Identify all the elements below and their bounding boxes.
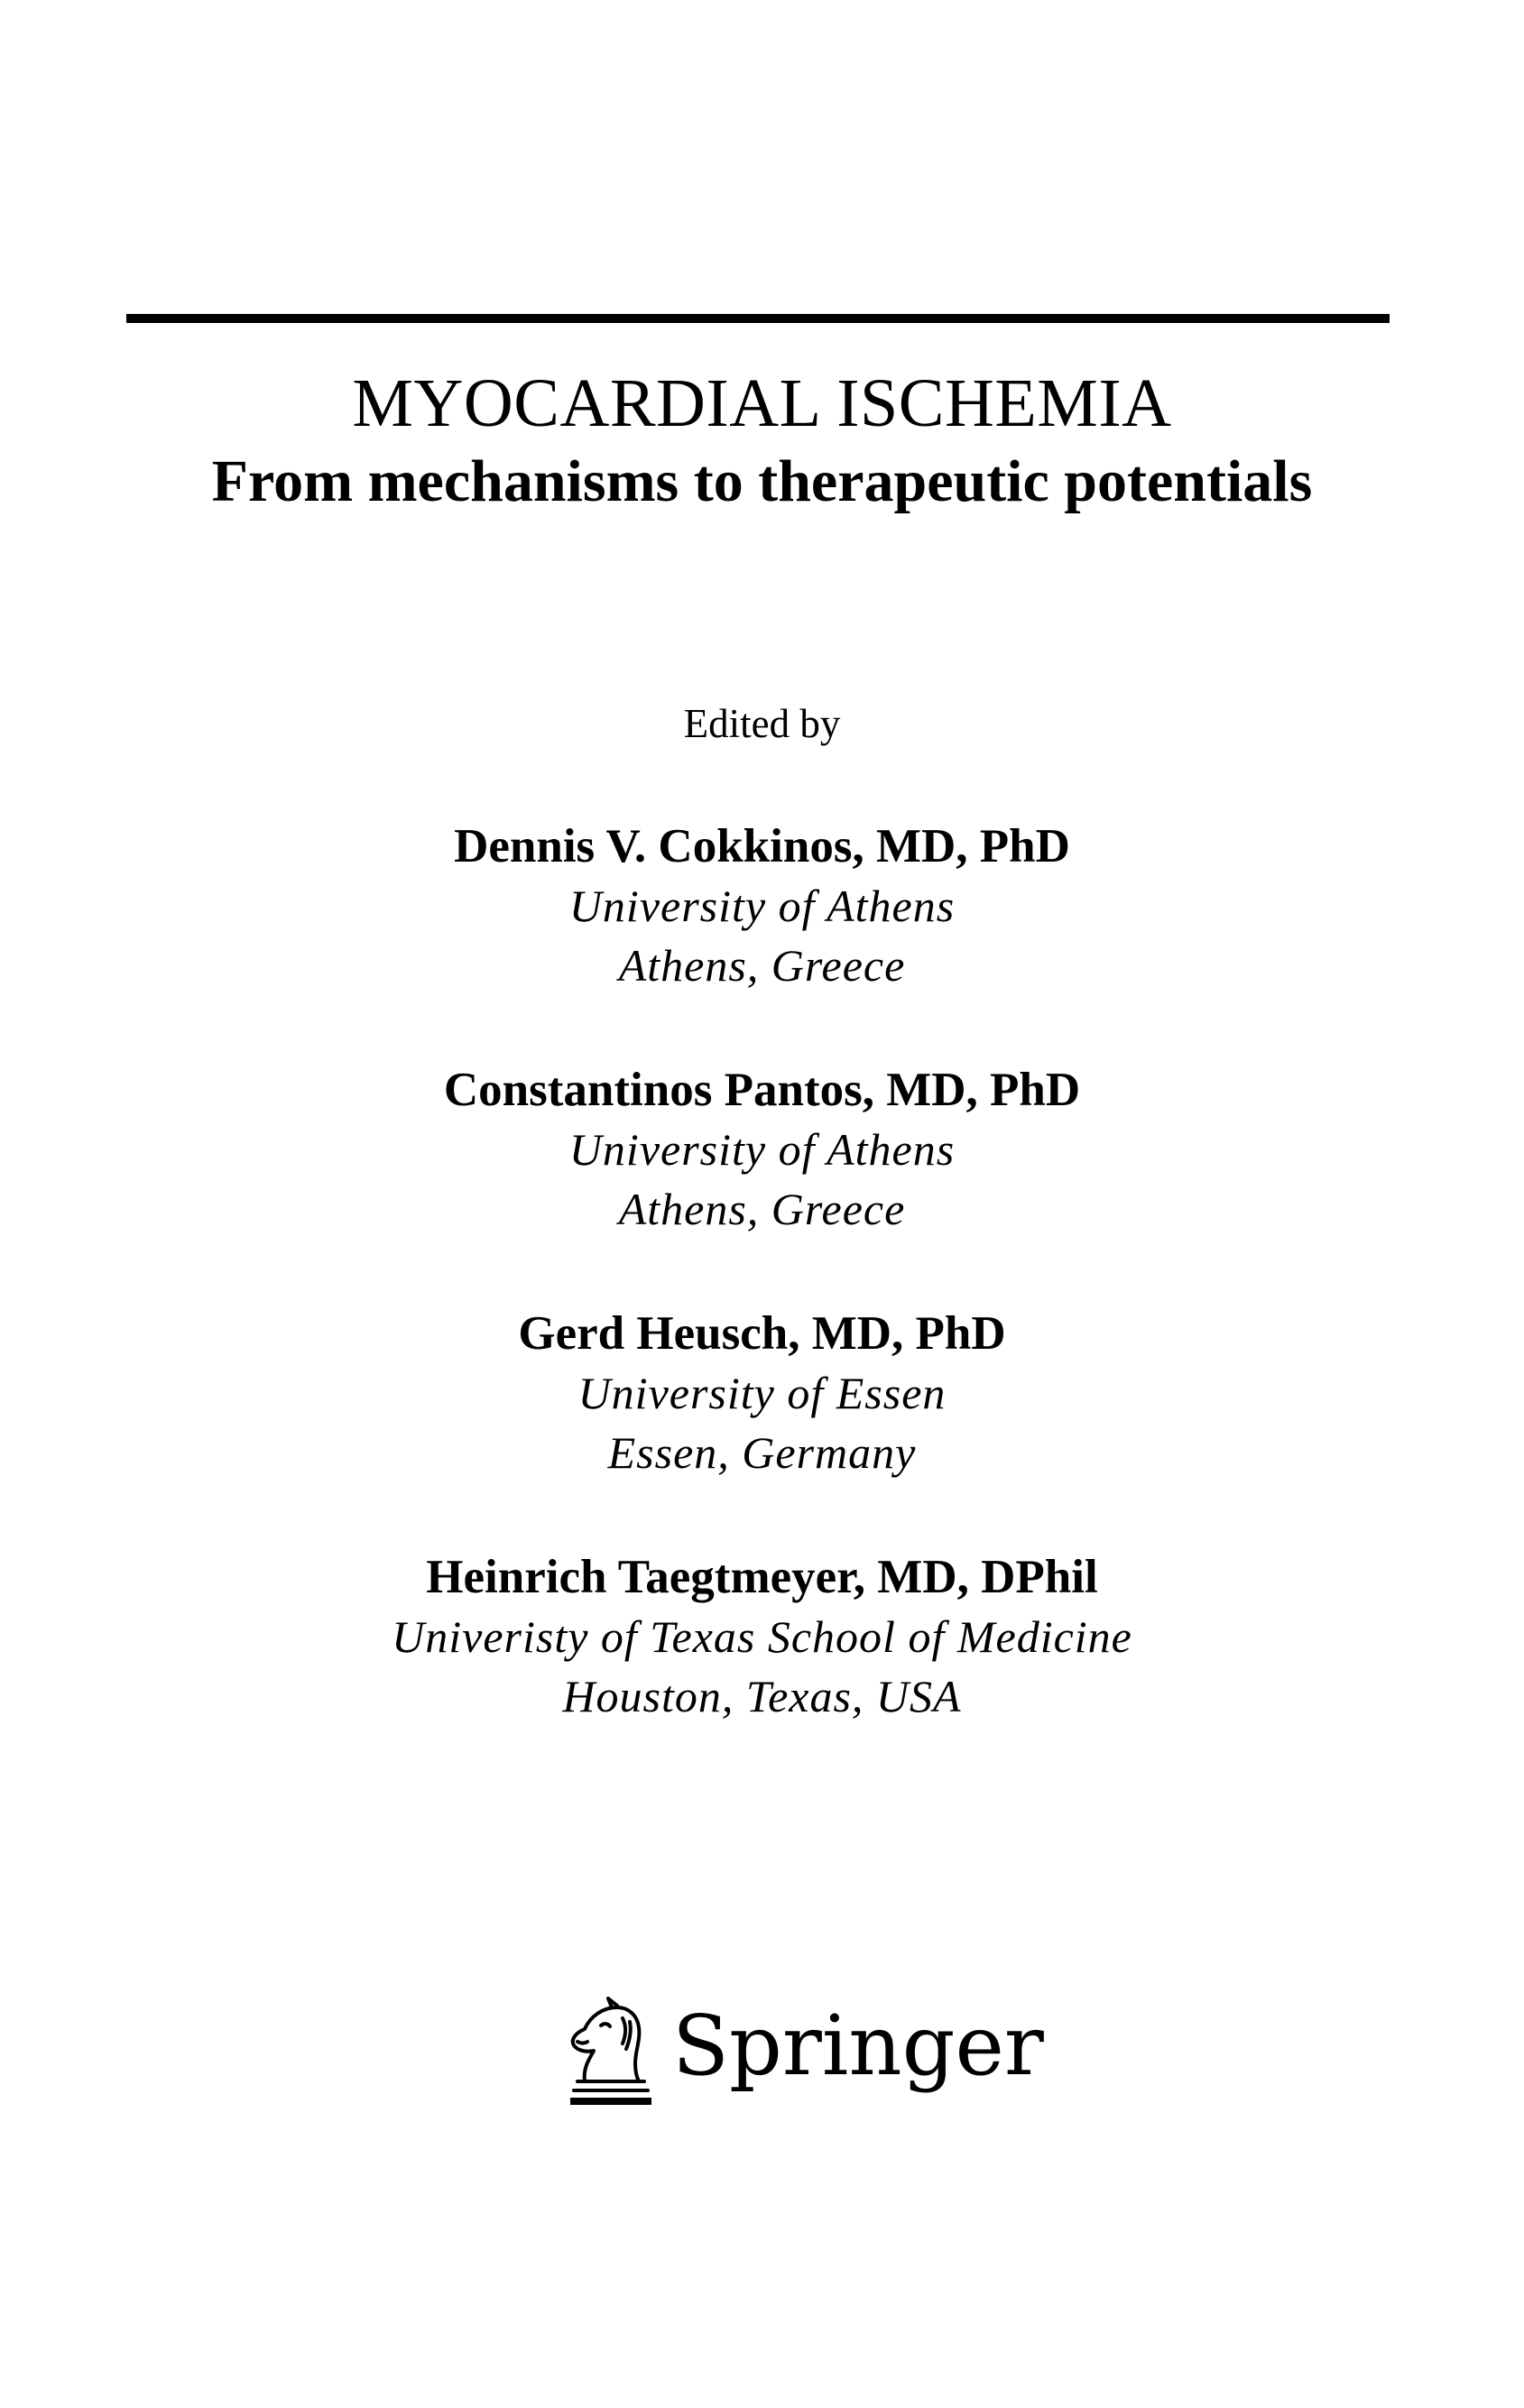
book-title: MYOCARDIAL ISCHEMIA <box>352 365 1172 441</box>
editor-location: Athens, Greece <box>618 1184 906 1234</box>
editor-block <box>0 1060 1524 1239</box>
editor-institution: Univeristy of Texas School of Medicine <box>392 1611 1132 1662</box>
editor-location: Houston, Texas, USA <box>562 1671 962 1721</box>
knight-chess-piece-icon <box>558 1995 657 2108</box>
title-rule <box>126 314 1390 323</box>
edited-by-label: Edited by <box>683 701 841 746</box>
editor-block <box>0 1304 1524 1482</box>
editor-institution: University of Athens <box>568 881 956 931</box>
editor-location: Essen, Germany <box>607 1427 917 1478</box>
editor-name: Dennis V. Cokkinos, MD, PhD <box>454 820 1070 872</box>
editor-block <box>0 1547 1524 1726</box>
editor-location: Athens, Greece <box>618 940 906 991</box>
editor-name: Heinrich Taegtmeyer, MD, DPhil <box>426 1551 1098 1603</box>
publisher-imprint <box>541 1989 1044 2116</box>
book-subtitle: From mechanisms to therapeutic potentials <box>211 448 1313 514</box>
editor-institution: University of Athens <box>568 1124 956 1175</box>
editor-institution: University of Essen <box>577 1368 947 1418</box>
editor-name: Gerd Heusch, MD, PhD <box>518 1307 1006 1360</box>
editor-block <box>0 817 1524 995</box>
publisher-name: Springer <box>672 1997 1044 2094</box>
editor-name: Constantinos Pantos, MD, PhD <box>443 1064 1081 1116</box>
